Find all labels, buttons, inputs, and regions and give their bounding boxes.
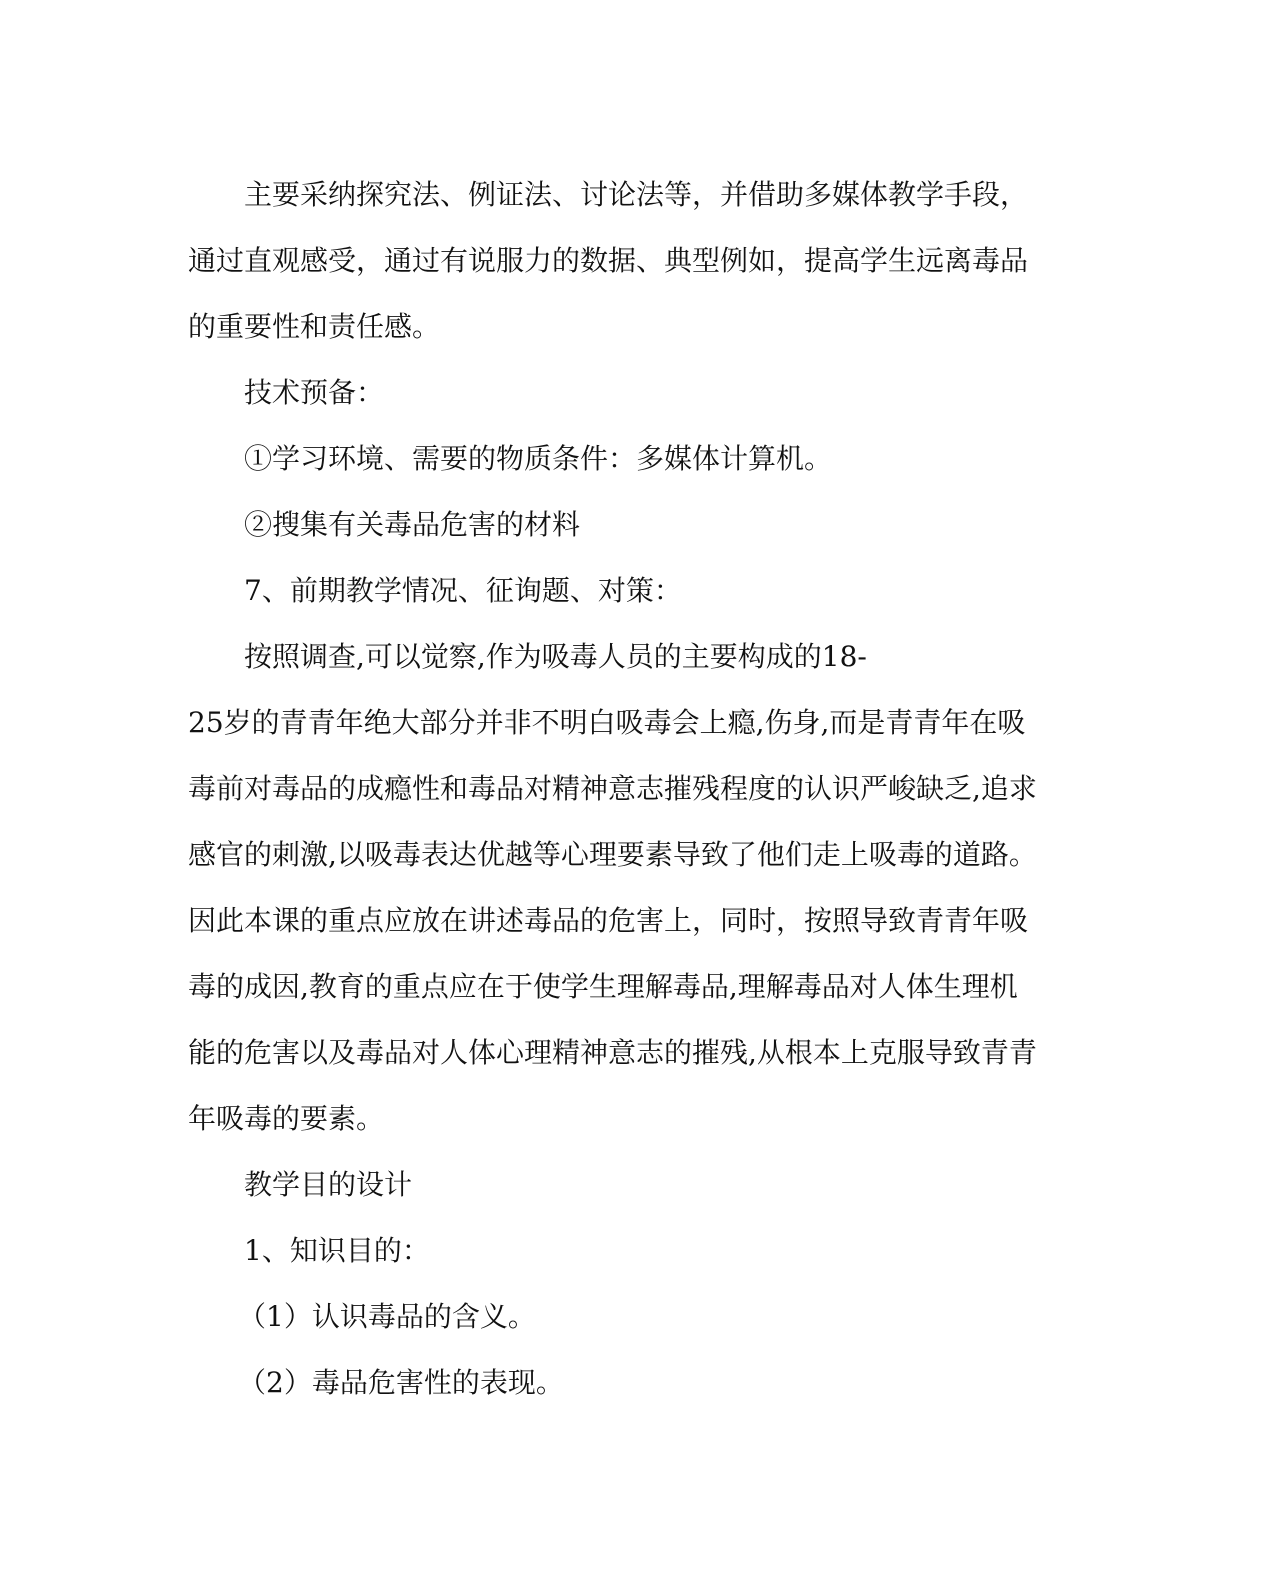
paragraph-line: 主要采纳探究法、例证法、讨论法等，并借助多媒体教学手段， xyxy=(244,178,1029,211)
paragraph-line: 的重要性和责任感。 xyxy=(188,310,441,343)
paragraph-line: 通过直观感受，通过有说服力的数据、典型例如，提高学生远离毒品 xyxy=(188,244,1029,277)
paragraph-line: 按照调查,可以觉察,作为吸毒人员的主要构成的18- xyxy=(244,640,867,673)
section-heading: 教学目的设计 xyxy=(244,1168,413,1201)
paragraph-line: 毒前对毒品的成瘾性和毒品对精神意志摧残程度的认识严峻缺乏,追求 xyxy=(188,772,1037,805)
paragraph-line: 因此本课的重点应放在讲述毒品的危害上，同时，按照导致青青年吸 xyxy=(188,904,1029,937)
paragraph-line: 年吸毒的要素。 xyxy=(188,1102,385,1135)
section-heading: 7、前期教学情况、征询题、对策： xyxy=(244,574,682,607)
section-heading: 1、知识目的： xyxy=(244,1234,430,1267)
document-body xyxy=(188,162,1088,1416)
list-item: （2）毒品危害性的表现。 xyxy=(238,1366,564,1399)
list-item: （1）认识毒品的含义。 xyxy=(238,1300,536,1333)
section-heading: 技术预备： xyxy=(244,376,385,409)
paragraph-line: 感官的刺激,以吸毒表达优越等心理要素导致了他们走上吸毒的道路。 xyxy=(188,838,1037,871)
paragraph-line: 25岁的青青年绝大部分并非不明白吸毒会上瘾,伤身,而是青青年在吸 xyxy=(188,706,1026,739)
paragraph-line: 能的危害以及毒品对人体心理精神意志的摧残,从根本上克服导致青青 xyxy=(188,1036,1037,1069)
paragraph-line: 毒的成因,教育的重点应在于使学生理解毒品,理解毒品对人体生理机 xyxy=(188,970,1018,1003)
list-item: ①学习环境、需要的物质条件：多媒体计算机。 xyxy=(244,442,833,475)
list-item: ②搜集有关毒品危害的材料 xyxy=(244,508,581,541)
